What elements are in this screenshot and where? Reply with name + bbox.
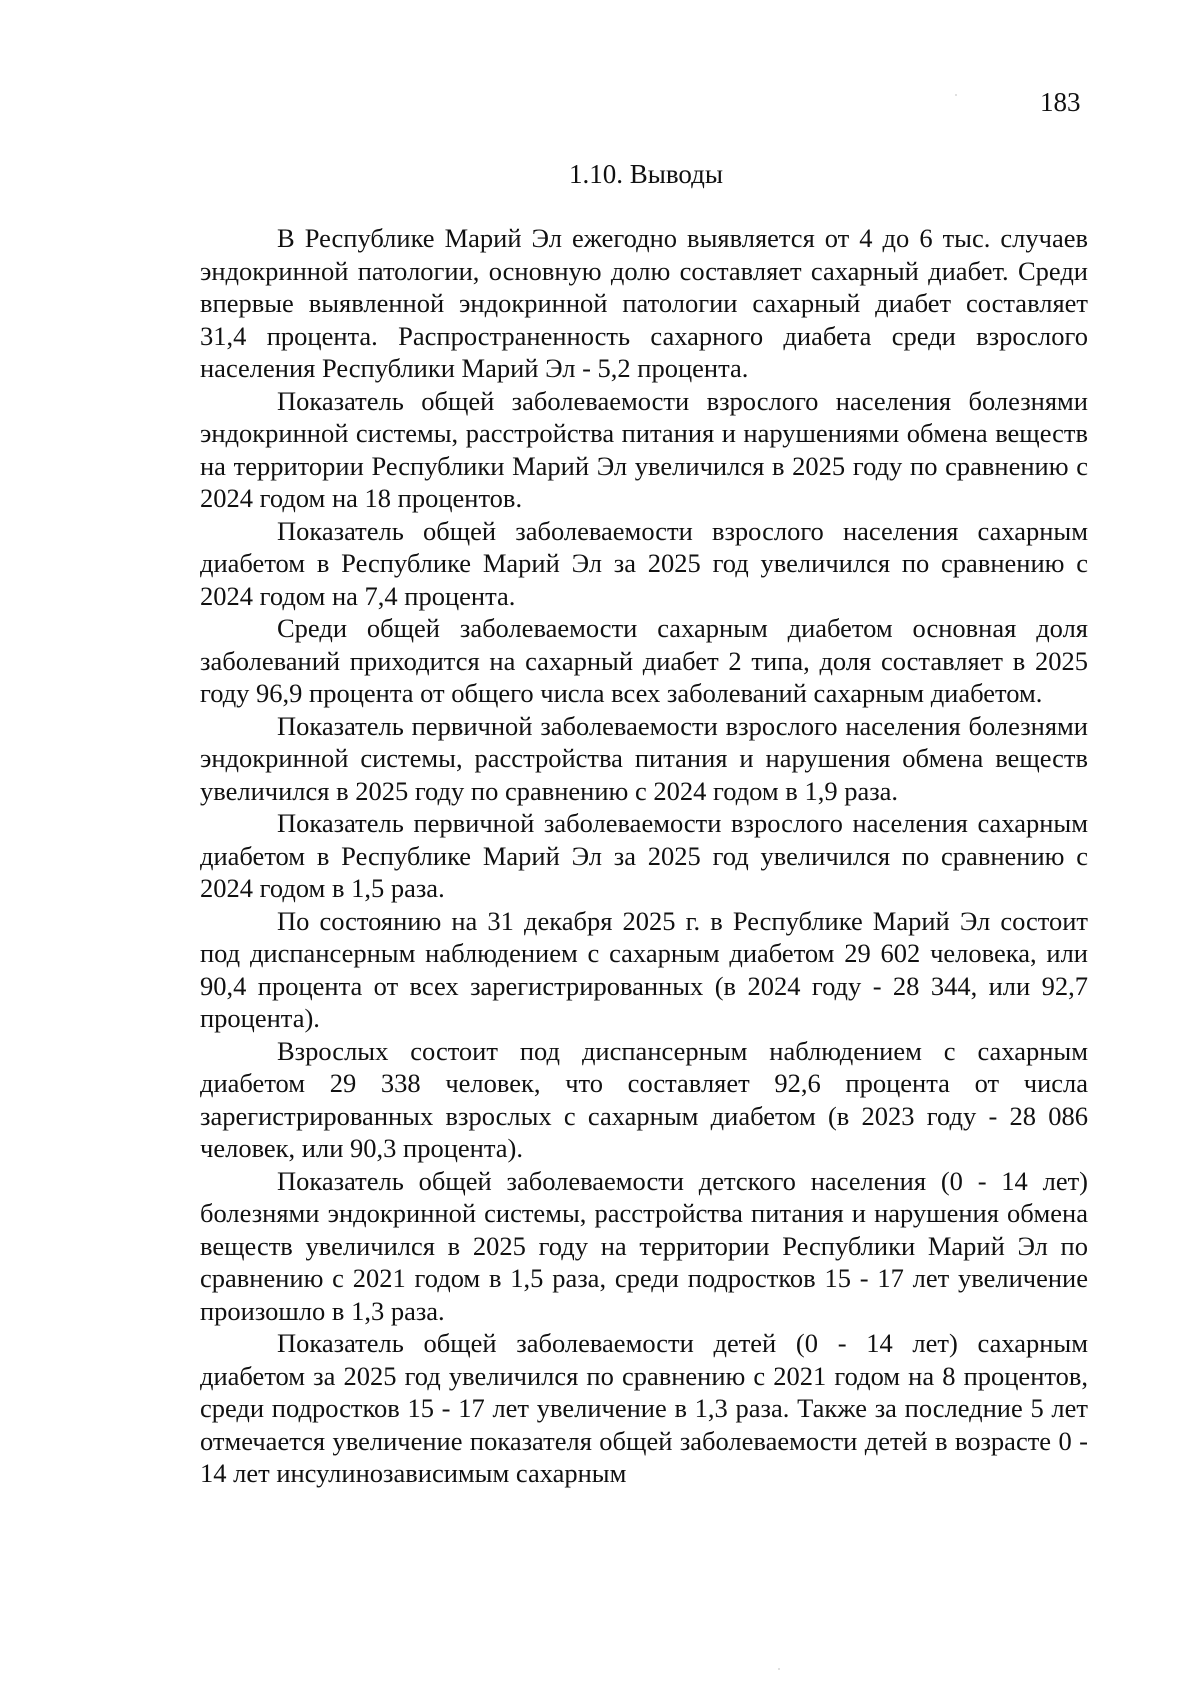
scan-speck [778,1668,780,1670]
paragraph: Показатель общей заболеваемости взрослого населения сахарным диабетом в Республике Марий Эл за 2025 год увеличился по сравнению с 2024 годом на 7,4 процента. [200,515,1088,611]
paragraph: В Республике Марий Эл ежегодно выявляется от 4 до 6 тыс. случаев эндокринной патологии, основную долю составляет сахарный диабет. Среди впервые выявленной эндокринной патологии сахарный диабет составляет 31,4 процента. Распространенность сахарного диабета среди взрослого населения Республики Марий Эл - 5,2 процента. [200,223,1088,383]
paragraph: Показатель общей заболеваемости детского населения (0 - 14 лет) болезнями эндокринной системы, расстройства питания и нарушения обмена веществ увеличился в 2025 году на территории Республики Марий Эл по сравнению с 2021 годом в 1,5 раза, среди подростков 15 - 17 лет увеличение произошло в 1,3 раза. [200,1165,1088,1326]
page-number: 183 [1040,87,1081,117]
paragraph: Показатель первичной заболеваемости взрослого населения болезнями эндокринной системы, расстройства питания и нарушения обмена веществ увеличился в 2025 году по сравнению с 2024 годом в 1,9 раза. [200,710,1088,806]
paragraph: Показатель первичной заболеваемости взрослого населения сахарным диабетом в Республике Марий Эл за 2025 год увеличился по сравнению с 2024 годом в 1,5 раза. [200,808,1088,903]
scan-speck [955,94,957,96]
section-title: 1.10. Выводы [568,159,724,189]
paragraph: Среди общей заболеваемости сахарным диабетом основная доля заболеваний приходится на сахарный диабет 2 типа, доля составляет в 2025 году 96,9 процента от общего числа всех заболеваний сахарным диабетом. [200,613,1088,708]
paragraph: Показатель общей заболеваемости взрослого населения болезнями эндокринной системы, расстройства питания и нарушениями обмена веществ на территории Республики Марий Эл увеличился в 2025 году по сравнению с 2024 годом на 18 процентов. [200,385,1088,513]
paragraph: Взрослых состоит под диспансерным наблюдением с сахарным диабетом 29 338 человек, что составляет 92,6 процента от числа зарегистрированных взрослых с сахарным диабетом (в 2023 году - 28 086 человек, или 90,3 процента). [200,1035,1088,1163]
body-text [200,222,1088,1490]
paragraph: По состоянию на 31 декабря 2025 г. в Республике Марий Эл состоит под диспансерным наблюдением с сахарным диабетом 29 602 человека, или 90,4 процента от всех зарегистрированных (в 2024 году - 28 344, или 92,7 процента). [200,905,1088,1033]
paragraph: Показатель общей заболеваемости детей (0 - 14 лет) сахарным диабетом за 2025 год увеличился по сравнению с 2021 годом на 8 процентов, среди подростков 15 - 17 лет увеличение в 1,3 раза. Также за последние 5 лет отмечается увеличение показателя общей заболеваемости детей в возрасте 0 - 14 лет инсулинозависимым сахарным [200,1328,1088,1488]
